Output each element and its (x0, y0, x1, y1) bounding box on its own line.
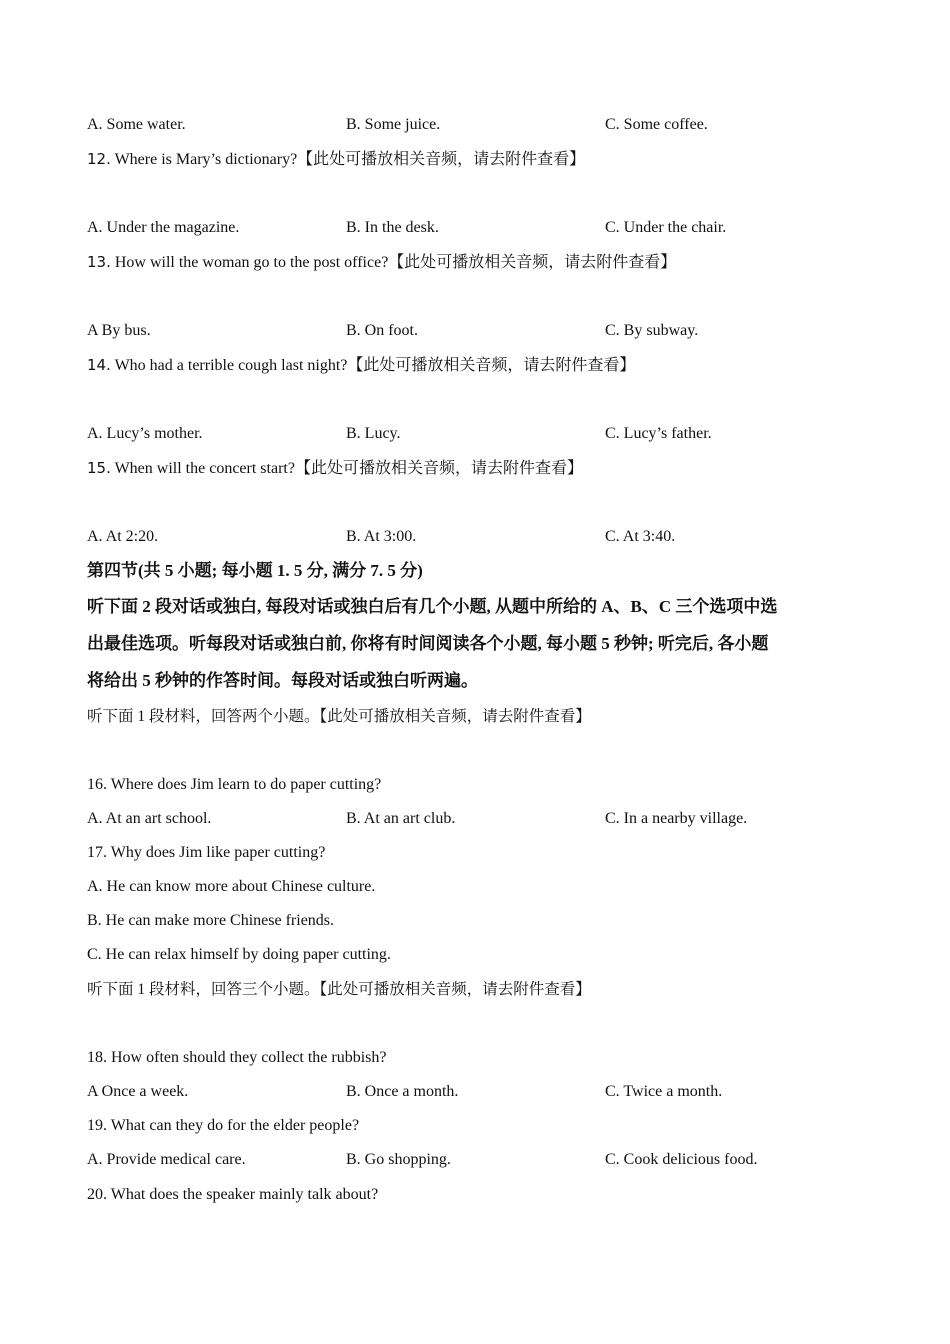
q17-option-c: C. He can relax himself by doing paper cutting. (87, 946, 391, 963)
q16-option-a: A. At an art school. (87, 810, 212, 827)
q20-question: 20. What does the speaker mainly talk about? (87, 1186, 379, 1203)
q14-option-a: A. Lucy’s mother. (87, 425, 203, 442)
q18-option-a: A Once a week. (87, 1083, 189, 1100)
q17-option-b: B. He can make more Chinese friends. (87, 912, 335, 929)
q13-option-a: A By bus. (87, 322, 151, 339)
q15-text: When will the concert start?【此处可播放相关音频，请去附件查看】 (114, 460, 583, 477)
q12-option-c: C. Under the chair. (605, 219, 727, 236)
q13-number: 13. (87, 253, 111, 271)
q11-option-b: B. Some juice. (346, 116, 441, 133)
q17-question: 17. Why does Jim like paper cutting? (87, 844, 326, 861)
q13-option-b: B. On foot. (346, 322, 418, 339)
q19-option-b: B. Go shopping. (346, 1151, 451, 1168)
q13-option-c: C. By subway. (605, 322, 699, 339)
q16-question: 16. Where does Jim learn to do paper cutting? (87, 776, 382, 793)
q14-option-b: B. Lucy. (346, 425, 401, 442)
q15-option-b: B. At 3:00. (346, 528, 417, 545)
q19-option-c: C. Cook delicious food. (605, 1151, 758, 1168)
q14-number: 14. (87, 356, 111, 374)
section4-heading: 第四节(共 5 小题; 每小题 1. 5 分, 满分 7. 5 分) (87, 561, 423, 580)
section4-instruction-line3: 将给出 5 秒钟的作答时间。每段对话或独白听两遍。 (87, 671, 478, 690)
q15-number: 15. (87, 459, 111, 477)
q11-option-c: C. Some coffee. (605, 116, 708, 133)
material1-notice: 听下面 1 段材料，回答两个小题。【此处可播放相关音频，请去附件查看】 (87, 708, 591, 725)
q12-number: 12. (87, 150, 111, 168)
q16-option-c: C. In a nearby village. (605, 810, 748, 827)
q17-option-a: A. He can know more about Chinese culture. (87, 878, 376, 895)
q19-question: 19. What can they do for the elder people? (87, 1117, 360, 1134)
q18-option-c: C. Twice a month. (605, 1083, 723, 1100)
q15-option-c: C. At 3:40. (605, 528, 676, 545)
q14-text: Who had a terrible cough last night?【此处可播放相关音频，请去附件查看】 (114, 357, 636, 374)
q18-question: 18. How often should they collect the rubbish? (87, 1049, 387, 1066)
q12-question (87, 149, 585, 170)
q14-question (87, 355, 635, 376)
q12-option-a: A. Under the magazine. (87, 219, 240, 236)
section4-instruction-line2: 出最佳选项。听每段对话或独白前, 你将有时间阅读各个小题, 每小题 5 秒钟; 听完后, 各小题 (87, 634, 769, 653)
q19-option-a: A. Provide medical care. (87, 1151, 246, 1168)
section4-instruction-line1: 听下面 2 段对话或独白, 每段对话或独白后有几个小题, 从题中所给的 A、B、C 三个选项中选 (87, 597, 778, 616)
q15-question (87, 458, 583, 479)
q11-option-a: A. Some water. (87, 116, 186, 133)
q12-option-b: B. In the desk. (346, 219, 439, 236)
q13-text: How will the woman go to the post office?【此处可播放相关音频，请去附件查看】 (114, 254, 677, 271)
q18-option-b: B. Once a month. (346, 1083, 459, 1100)
material2-notice: 听下面 1 段材料，回答三个小题。【此处可播放相关音频，请去附件查看】 (87, 981, 591, 998)
q15-option-a: A. At 2:20. (87, 528, 159, 545)
q16-option-b: B. At an art club. (346, 810, 456, 827)
q14-option-c: C. Lucy’s father. (605, 425, 712, 442)
q13-question (87, 252, 676, 273)
q12-text: Where is Mary’s dictionary?【此处可播放相关音频，请去附件查看】 (114, 151, 586, 168)
